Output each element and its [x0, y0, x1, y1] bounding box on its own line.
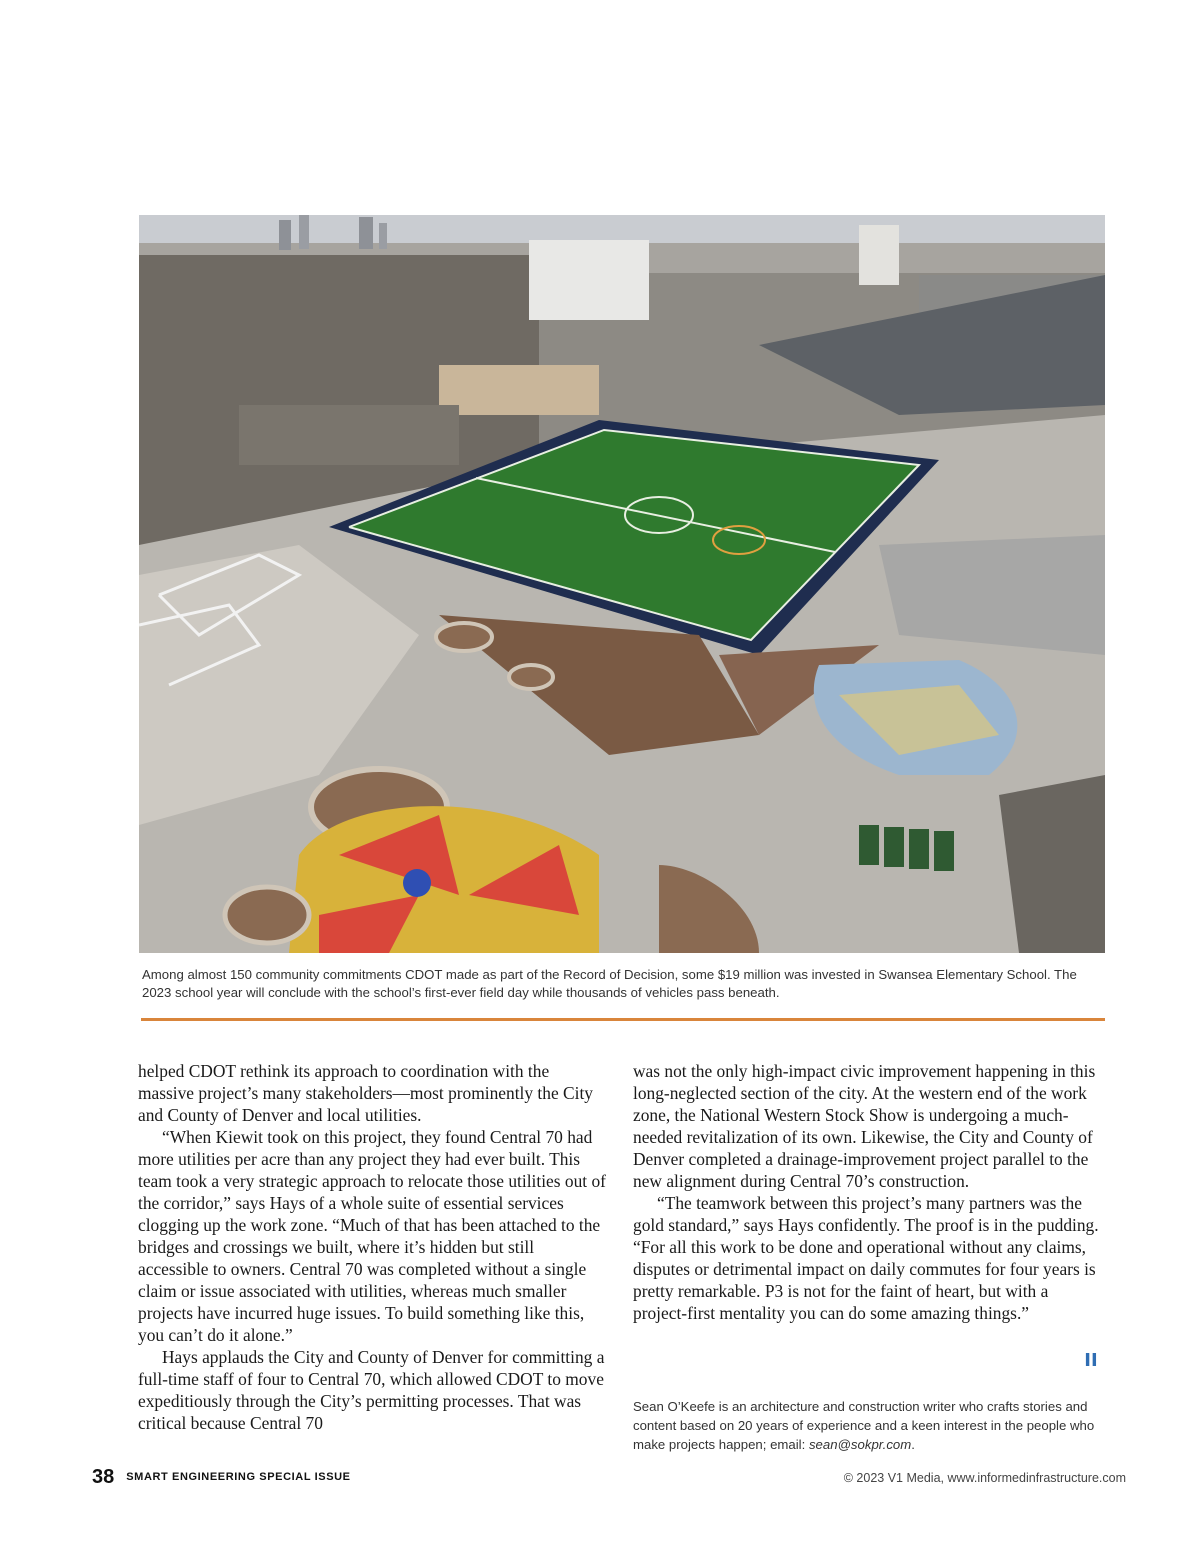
aerial-photo	[139, 215, 1105, 953]
paragraph: was not the only high-impact civic improvement happening in this long-neglected section of the city. At the western end of the work zone, the National Western Stock Show is undergoing a much-needed revitalization of its own. Likewise, the City and County of Denver completed a drainage-improvement project parallel to the new alignment during Central 70’s construction.	[633, 1061, 1096, 1191]
author-bio-text: Sean O’Keefe is an architecture and construction writer who crafts stories and content based on 20 years of experience and a keen interest in the people who make projects happen; email:	[633, 1399, 1095, 1452]
author-bio	[633, 1397, 1103, 1454]
article-column-right	[633, 1060, 1103, 1324]
end-of-article-mark: II	[1084, 1350, 1098, 1371]
author-bio-period: .	[911, 1437, 915, 1452]
copyright-notice: © 2023 V1 Media, www.informedinfrastructure.com	[843, 1471, 1126, 1485]
page-number: 38	[92, 1465, 115, 1488]
aerial-photo-schoolyard-soccer-field-icon	[139, 215, 1105, 953]
paragraph: “The teamwork between this project’s many partners was the gold standard,” says Hays confidently. The proof is in the pudding. “For all this work to be done and operational without any claims, disputes or detrimental impact on daily commutes for four years is pretty remarkable. P3 is not for the faint of heart, but with a project-first mentality you can do some amazing things.”	[633, 1193, 1099, 1323]
photo-caption: Among almost 150 community commitments CDOT made as part of the Record of Decision, some $19 million was invested in Swansea Elementary School. The 2023 school year will conclude with the school’s first-ever field day while thousands of vehicles pass beneath.	[142, 967, 1077, 1000]
paragraph: “When Kiewit took on this project, they found Central 70 had more utilities per acre than any project they had ever built. This team took a very strategic approach to relocate those utilities out of the corridor,” says Hays of a whole suite of essential services clogging up the work zone. “Much of that has been attached to the bridges and crossings we built, where it’s hidden but still accessible to owners. Central 70 was completed without a single claim or issue associated with utilities, whereas much smaller projects have incurred huge issues. To build something like this, you can’t do it alone.”	[138, 1127, 606, 1345]
author-email: sean@sokpr.com	[808, 1437, 912, 1452]
article-column-left	[138, 1060, 608, 1434]
paragraph: Hays applauds the City and County of Denver for committing a full-time staff of four to Central 70, which allowed CDOT to move expeditiously through the City’s permitting processes. That was critical because Central 70	[138, 1347, 605, 1433]
paragraph: helped CDOT rethink its approach to coordination with the massive project’s many stakeholders—most prominently the City and County of Denver and local utilities.	[138, 1061, 593, 1125]
page-footer-left	[92, 1465, 351, 1489]
caption-divider	[141, 1018, 1105, 1021]
publication-name: SMART ENGINEERING SPECIAL ISSUE	[126, 1471, 351, 1483]
